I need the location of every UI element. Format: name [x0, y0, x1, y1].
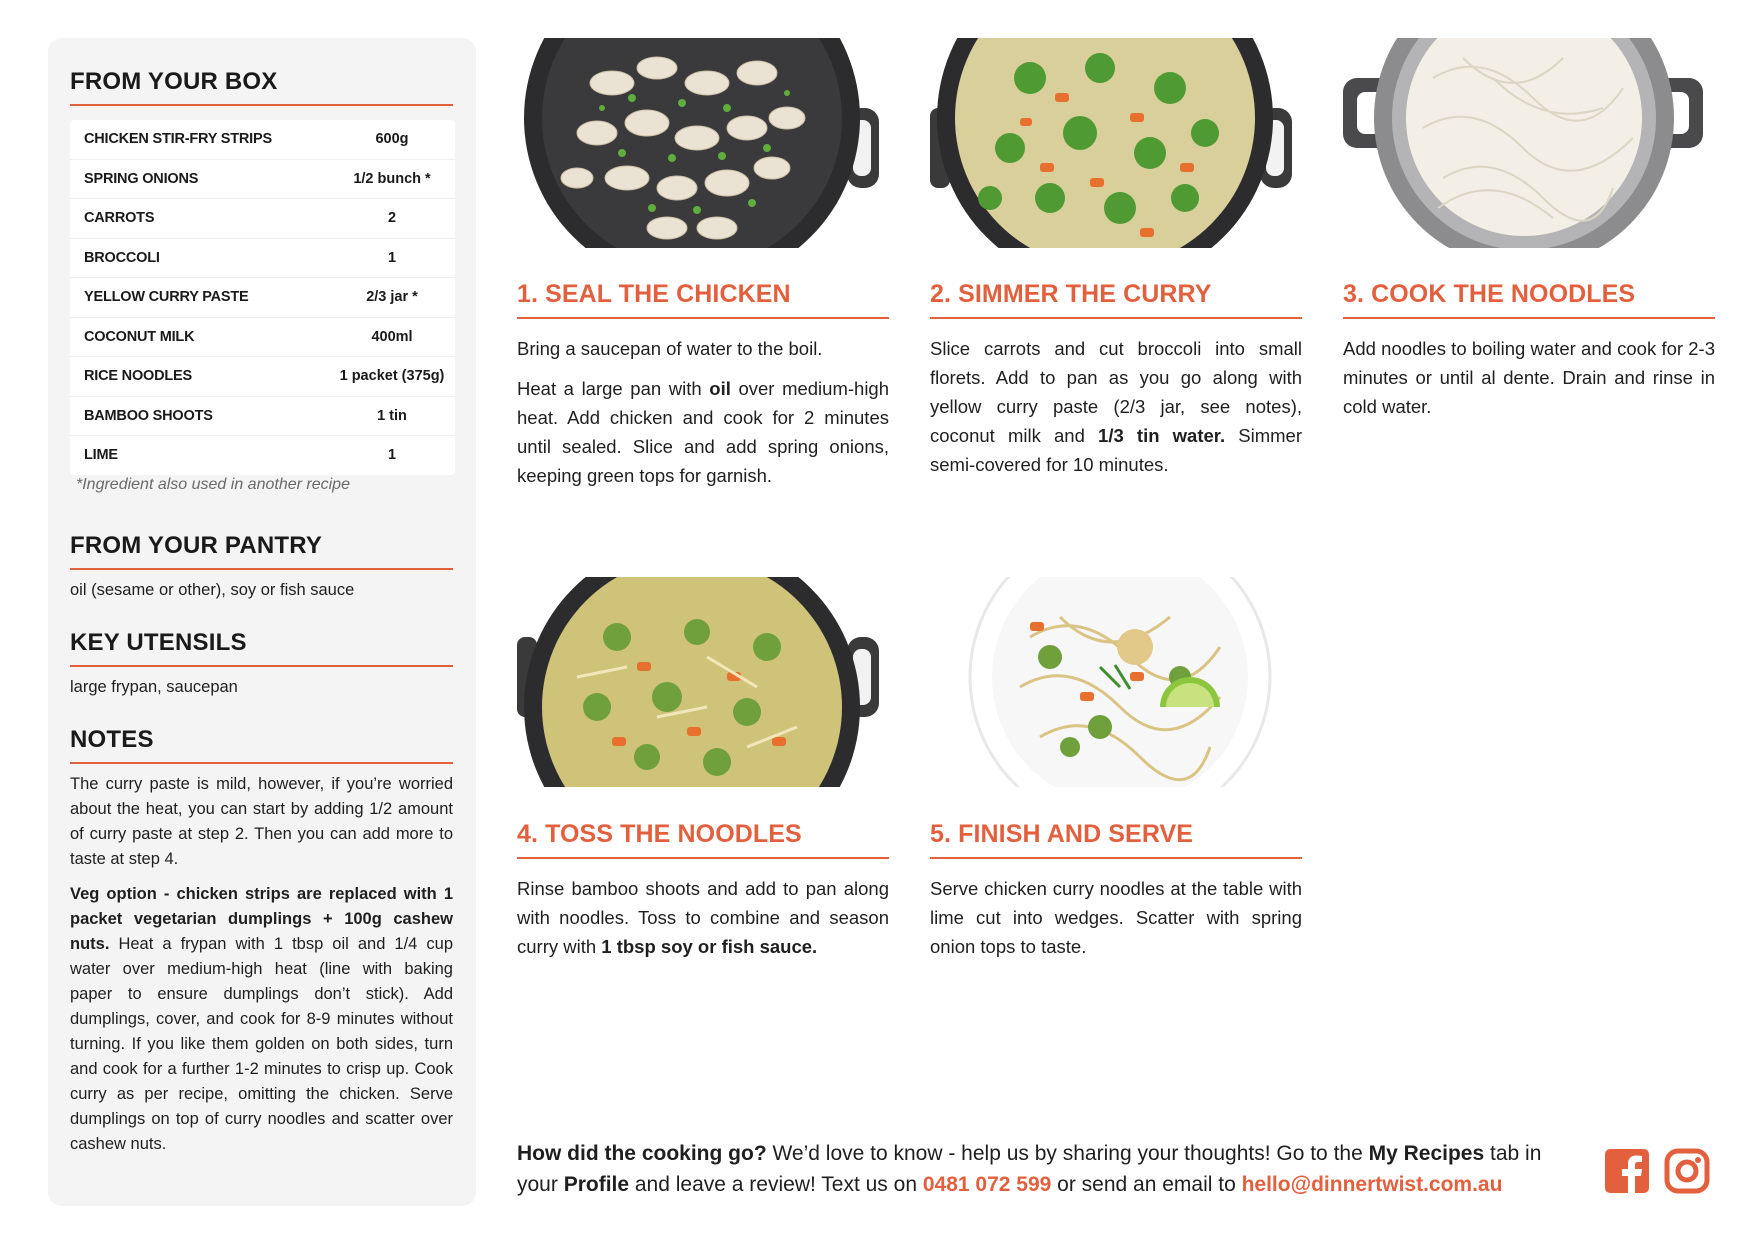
from-your-pantry-heading: FROM YOUR PANTRY	[70, 532, 453, 570]
step-3-paragraph: Add noodles to boiling water and cook for 2-3 minutes or until al dente. Drain and rinse in cold water.	[1343, 338, 1715, 417]
ingredient-qty: 1	[387, 447, 397, 464]
ingredient-name: BROCCOLI	[84, 249, 160, 266]
ingredient-name: CHICKEN STIR-FRY STRIPS	[84, 131, 272, 148]
veg-option-text: Heat a frypan with 1 tbsp oil and 1/4 cup water over medium-high heat (line with baking paper to ensure dumplings don’t stick). Add dumplings, cover, and cook for 8-9 minutes without turning. If you like them golden on both sides, turn and cook for a further 1-2 minutes to crisp up. Cook curry as per recipe, omitting the chicken. Serve dumplings on top of curry noodles and scatter over cashew nuts.	[70, 935, 453, 1153]
step-3-image	[1343, 38, 1705, 248]
ingredient-row	[70, 357, 455, 397]
feedback-message	[517, 1138, 1567, 1200]
ingredient-name: SPRING ONIONS	[84, 170, 199, 187]
text-run-bold: 1 tbsp soy or fish sauce.	[601, 936, 818, 957]
ingredient-name: CARROTS	[84, 210, 155, 227]
phone-link[interactable]: 0481 072 599	[922, 1173, 1052, 1196]
text-run: Rinse bamboo shoots and add to pan along with noodles. Toss to combine and season curry with	[517, 878, 889, 957]
ingredient-qty: 2/3 jar *	[366, 289, 418, 306]
step-4-title: 4. TOSS THE NOODLES	[517, 820, 889, 859]
ingredient-name: BAMBOO SHOOTS	[84, 407, 213, 424]
ingredient-name: LIME	[84, 447, 118, 464]
notes-paragraph: The curry paste is mild, however, if you’re worried about the heat, you can start by adding 1/2 amount of curry paste at step 2. Then you can add more to taste at step 4.	[70, 775, 453, 868]
notes-veg-paragraph	[70, 882, 453, 1157]
text-run: Slice carrots and cut broccoli into small florets. Add to pan as you go along with yellow curry paste (2/3 jar, see notes), coconut milk and	[930, 338, 1302, 446]
facebook-icon[interactable]	[1604, 1148, 1650, 1194]
my-recipes-label: My Recipes	[1368, 1142, 1485, 1165]
instagram-icon[interactable]	[1664, 1148, 1710, 1194]
ingredient-footnote: *Ingredient also used in another recipe	[76, 476, 350, 493]
ingredient-qty: 1 tin	[377, 407, 407, 424]
step-1-paragraph	[517, 374, 889, 490]
step-4-image	[517, 577, 879, 787]
text-run-bold: 1/3 tin water.	[1098, 425, 1226, 446]
ingredient-row	[70, 436, 455, 475]
ingredient-qty: 600g	[375, 131, 409, 148]
from-your-box-heading: FROM YOUR BOX	[70, 68, 453, 106]
ingredients-table	[70, 120, 455, 475]
step-2-body	[930, 334, 1302, 490]
ingredient-qty: 2	[387, 210, 397, 227]
text-run: Simmer semi-covered for 10 minutes.	[930, 425, 1303, 475]
profile-label: Profile	[563, 1173, 630, 1196]
ingredient-row	[70, 397, 455, 437]
ingredient-qty: 1 packet (375g)	[339, 368, 445, 385]
ingredient-name: RICE NOODLES	[84, 368, 192, 385]
notes-heading: NOTES	[70, 726, 453, 764]
step-4-body	[517, 874, 889, 972]
notes-body	[70, 772, 453, 1167]
step-1-paragraph: Bring a saucepan of water to the boil.	[517, 338, 823, 359]
pantry-text: oil (sesame or other), soy or fish sauce	[70, 581, 355, 599]
veg-option-bold: Veg option - chicken strips are replaced with 1 packet vegetarian dumplings + 100g cashew nuts.	[70, 885, 453, 953]
ingredient-qty: 400ml	[371, 328, 413, 345]
step-1-title: 1. SEAL THE CHICKEN	[517, 280, 889, 319]
step-2-image	[930, 38, 1292, 248]
step-3-body	[1343, 334, 1715, 432]
ingredient-qty: 1	[387, 249, 397, 266]
text-run: over medium-high heat. Add chicken and cook for 2 minutes until sealed. Slice and add spring onions, keeping green tops for garnish.	[517, 378, 890, 486]
step-5-paragraph: Serve chicken curry noodles at the table with lime cut into wedges. Scatter with spring onion tops to taste.	[930, 878, 1302, 957]
step-3-title: 3. COOK THE NOODLES	[1343, 280, 1715, 319]
key-utensils-heading: KEY UTENSILS	[70, 629, 453, 667]
step-1-image	[517, 38, 879, 248]
ingredient-row	[70, 318, 455, 358]
step-5-title: 5. FINISH AND SERVE	[930, 820, 1302, 859]
text-run: tab in your	[517, 1142, 1542, 1196]
text-run-bold: oil	[709, 378, 731, 399]
ingredient-name: YELLOW CURRY PASTE	[84, 289, 249, 306]
text-run: Heat a large pan with	[517, 378, 710, 399]
ingredient-row	[70, 120, 455, 160]
feedback-question: How did the cooking go?	[517, 1142, 767, 1165]
sidebar-panel	[48, 38, 476, 1206]
step-5-body	[930, 874, 1302, 972]
utensils-text: large frypan, saucepan	[70, 678, 238, 696]
step-2-title: 2. SIMMER THE CURRY	[930, 280, 1302, 319]
ingredient-row	[70, 160, 455, 200]
step-5-image	[930, 577, 1292, 787]
step-1-body	[517, 334, 889, 501]
text-run: We’d love to know - help us by sharing your thoughts! Go to the	[766, 1142, 1369, 1165]
email-link[interactable]: hello@dinnertwist.com.au	[1241, 1173, 1503, 1196]
step-2-paragraph	[930, 334, 1302, 479]
text-run: and leave a review! Text us on	[629, 1173, 923, 1196]
ingredient-row	[70, 199, 455, 239]
ingredient-row	[70, 278, 455, 318]
ingredient-row	[70, 239, 455, 279]
ingredient-name: COCONUT MILK	[84, 328, 195, 345]
ingredient-qty: 1/2 bunch *	[353, 170, 431, 187]
step-4-paragraph	[517, 874, 889, 961]
text-run: or send an email to	[1051, 1173, 1242, 1196]
